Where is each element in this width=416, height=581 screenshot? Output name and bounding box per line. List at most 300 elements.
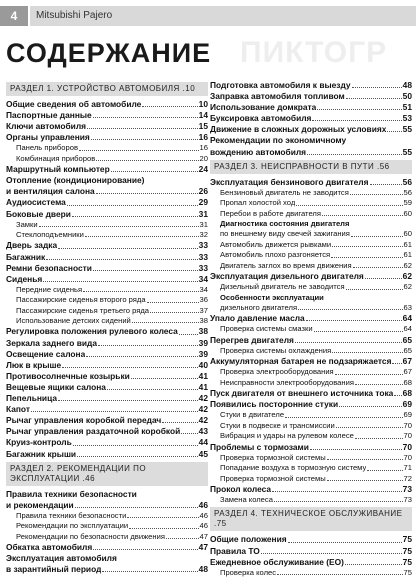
toc-subentry[interactable] bbox=[6, 532, 208, 542]
toc-entry-title: Зеркала заднего вида bbox=[6, 337, 98, 348]
section-heading-text: РАЗДЕЛ 3. НЕИСПРАВНОСТИ В ПУТИ .56 bbox=[214, 161, 390, 171]
toc-page-number: 62 bbox=[402, 271, 412, 281]
toc-page-number: 65 bbox=[402, 334, 412, 345]
toc-entry[interactable] bbox=[6, 426, 208, 437]
toc-entry[interactable] bbox=[6, 186, 208, 197]
dot-leader bbox=[285, 417, 403, 418]
toc-subentry[interactable] bbox=[210, 188, 412, 198]
toc-entry-title: Регулировка положения рулевого колеса bbox=[6, 326, 178, 337]
dot-leader bbox=[181, 433, 197, 434]
toc-entry-title: Паспортные данные bbox=[6, 110, 92, 121]
toc-entry[interactable] bbox=[6, 553, 208, 564]
toc-page-number: 62 bbox=[403, 282, 412, 292]
toc-entry[interactable] bbox=[210, 124, 412, 135]
book-title: Mitsubishi Pajero bbox=[30, 6, 416, 26]
toc-entry-title: Рекомендации по эксплуатации bbox=[16, 521, 129, 531]
toc-page-number: 39 bbox=[198, 348, 208, 359]
toc-entry-title: Проверка тормозной системы bbox=[220, 473, 326, 483]
toc-subentry[interactable] bbox=[6, 295, 208, 305]
toc-page-number: 69 bbox=[402, 399, 412, 410]
dot-leader bbox=[85, 236, 199, 237]
dot-leader bbox=[87, 128, 198, 129]
dot-leader bbox=[98, 345, 198, 346]
dot-leader bbox=[102, 571, 197, 572]
toc-entry[interactable] bbox=[6, 349, 208, 360]
toc-subentry[interactable] bbox=[6, 220, 208, 230]
dot-leader bbox=[83, 291, 198, 292]
toc-subentry[interactable] bbox=[210, 474, 412, 484]
toc-entry[interactable] bbox=[6, 489, 208, 500]
dot-leader bbox=[332, 246, 402, 247]
toc-entry-title: Появились посторонние стуки bbox=[210, 399, 339, 410]
toc-entry[interactable] bbox=[210, 80, 412, 91]
section-heading-text: РАЗДЕЛ 2. РЕКОМЕНДАЦИИ ПО ЭКСПЛУАТАЦИИ .46 bbox=[10, 463, 147, 483]
toc-entry[interactable] bbox=[6, 360, 208, 371]
dot-leader bbox=[327, 480, 403, 481]
toc-page-number: 61 bbox=[403, 250, 412, 260]
toc-entry-title: Особенности эксплуатации bbox=[220, 292, 324, 302]
dot-leader bbox=[72, 216, 198, 217]
toc-page-number: 33 bbox=[198, 240, 208, 251]
dot-leader bbox=[288, 542, 402, 543]
toc-entry-title: Бензиновый двигатель не заводится bbox=[220, 187, 349, 197]
toc-entry[interactable] bbox=[6, 252, 208, 263]
toc-entry-title: Пассажирские сиденья второго ряда bbox=[16, 295, 146, 305]
toc-page-number: 62 bbox=[403, 260, 412, 270]
dot-leader bbox=[93, 549, 197, 550]
dot-leader bbox=[46, 259, 198, 260]
toc-entry[interactable] bbox=[6, 371, 208, 382]
dot-leader bbox=[346, 98, 402, 99]
toc-entry[interactable] bbox=[6, 415, 208, 426]
toc-entry[interactable] bbox=[6, 338, 208, 349]
toc-page-number: 64 bbox=[402, 313, 412, 324]
toc-entry-title: Комбинация приборов bbox=[16, 153, 96, 163]
dot-leader bbox=[351, 236, 403, 237]
section-heading bbox=[6, 82, 208, 96]
toc-entry-title: Отопление (кондиционирование) bbox=[6, 175, 145, 186]
dot-leader bbox=[298, 309, 402, 310]
toc-page-number: 67 bbox=[402, 356, 412, 367]
toc-entry-title: Перегрев двигателя bbox=[210, 334, 294, 345]
dot-leader bbox=[310, 449, 402, 450]
toc-entry[interactable] bbox=[210, 113, 412, 124]
toc-entry[interactable] bbox=[210, 271, 412, 282]
toc-entry-title: Замена колеса bbox=[220, 495, 273, 505]
dot-leader bbox=[392, 363, 401, 364]
toc-entry-title: Правила техники безопасности bbox=[16, 510, 127, 520]
toc-entry[interactable] bbox=[6, 449, 208, 460]
toc-subentry[interactable] bbox=[210, 282, 412, 292]
toc-entry-title: Противосолнечные козырьки bbox=[6, 370, 130, 381]
toc-entry[interactable] bbox=[6, 164, 208, 175]
dot-leader bbox=[132, 322, 199, 323]
toc-page-number: 60 bbox=[403, 208, 412, 218]
toc-entry-title: Проверка системы смазки bbox=[220, 324, 313, 334]
toc-subentry[interactable] bbox=[210, 303, 412, 313]
toc-page-number: 75 bbox=[402, 534, 412, 545]
toc-page-number: 70 bbox=[403, 452, 412, 462]
dot-leader bbox=[111, 171, 198, 172]
toc-entry-title: Эксплуатация бензинового двигателя bbox=[210, 176, 369, 187]
toc-entry[interactable] bbox=[6, 263, 208, 274]
toc-subentry[interactable] bbox=[6, 511, 208, 521]
toc-page-number: 70 bbox=[403, 431, 412, 441]
toc-entry[interactable] bbox=[6, 110, 208, 121]
dot-leader bbox=[306, 320, 402, 321]
toc-entry[interactable] bbox=[210, 388, 412, 399]
toc-entry-title: Рекомендации по экономичному bbox=[210, 135, 347, 146]
toc-page-number: 42 bbox=[198, 404, 208, 415]
toc-subentry[interactable] bbox=[210, 431, 412, 441]
toc-page-number: 10 bbox=[198, 99, 208, 109]
toc-entry[interactable] bbox=[210, 102, 412, 113]
toc-subentry[interactable] bbox=[6, 521, 208, 531]
toc-subentry[interactable] bbox=[6, 154, 208, 164]
toc-entry-title: Рекомендации по безопасности движения bbox=[16, 531, 165, 541]
dot-leader bbox=[77, 456, 198, 457]
toc-page-number: 69 bbox=[403, 410, 412, 420]
dot-leader bbox=[58, 400, 198, 401]
toc-page-number: 42 bbox=[198, 393, 208, 404]
dot-leader bbox=[346, 289, 403, 290]
toc-subentry[interactable] bbox=[6, 306, 208, 316]
toc-page-number: 72 bbox=[403, 473, 412, 483]
toc-entry-title: Проверка тормозной системы bbox=[220, 452, 326, 462]
toc-entry-title: Панель приборов bbox=[16, 143, 78, 153]
toc-entry[interactable] bbox=[210, 534, 412, 545]
toc-entry-title: Проверка колес bbox=[220, 567, 277, 577]
dot-leader bbox=[150, 312, 199, 313]
section-heading bbox=[210, 507, 412, 531]
toc-column-right bbox=[210, 80, 412, 578]
dot-leader bbox=[93, 270, 198, 271]
toc-entry-title: Правила техники безопасности bbox=[6, 488, 137, 499]
dot-leader bbox=[179, 334, 198, 335]
toc-subentry[interactable] bbox=[210, 495, 412, 505]
toc-page-number: 46 bbox=[199, 521, 208, 531]
toc-entry[interactable] bbox=[6, 500, 208, 511]
toc-entry-title: Освещение салона bbox=[6, 348, 86, 359]
dot-leader bbox=[295, 342, 402, 343]
toc-entry-title: Стуки в двигателе bbox=[220, 410, 285, 420]
toc-page-number: 70 bbox=[402, 441, 412, 452]
toc-entry[interactable] bbox=[6, 274, 208, 285]
toc-page-number: 15 bbox=[198, 121, 208, 132]
toc-entry-title: Попадание воздуха в тормозную систему bbox=[220, 463, 367, 473]
toc-entry-title: Пепельница bbox=[6, 393, 57, 404]
toc-entry-title: Пассажирские сиденья третьего ряда bbox=[16, 305, 149, 315]
toc-page-number: 38 bbox=[198, 326, 208, 337]
toc-page-number: 31 bbox=[198, 208, 208, 219]
toc-page-number: 16 bbox=[198, 132, 208, 143]
dot-leader bbox=[387, 131, 401, 132]
toc-page-number: 31 bbox=[199, 219, 208, 229]
toc-entry-title: и вентиляция салона bbox=[6, 186, 95, 197]
toc-entry-title: Перебои в работе двигателя bbox=[220, 208, 321, 218]
toc-entry-title: Диагностика состояния двигателя bbox=[220, 218, 350, 228]
toc-entry-title: Аудиосистема bbox=[6, 197, 66, 208]
dot-leader bbox=[162, 422, 197, 423]
toc-page-number: 44 bbox=[198, 437, 208, 448]
dot-leader bbox=[62, 367, 198, 368]
toc-page-number: 29 bbox=[198, 197, 208, 208]
toc-page-number: 61 bbox=[403, 239, 412, 249]
toc-page-number: 63 bbox=[403, 302, 412, 312]
toc-subentry[interactable] bbox=[210, 198, 412, 208]
toc-entry-title: Багажник bbox=[6, 251, 46, 262]
toc-entry-title: Проверка системы охлаждения bbox=[220, 345, 332, 355]
toc-entry[interactable] bbox=[210, 135, 412, 146]
toc-entry-title: Ежедневное обслуживание (ЕО) bbox=[210, 556, 344, 567]
toc-page-number: 53 bbox=[402, 113, 412, 124]
dot-leader bbox=[307, 154, 402, 155]
toc-page-number: 42 bbox=[198, 415, 208, 426]
toc-page-number: 50 bbox=[402, 91, 412, 102]
page-number: 4 bbox=[0, 6, 28, 26]
toc-page-number: 14 bbox=[198, 110, 208, 121]
toc-entry-title: Автомобиль плохо разгоняется bbox=[220, 250, 331, 260]
toc-subentry[interactable] bbox=[210, 568, 412, 578]
toc-page-number: 46 bbox=[198, 499, 208, 510]
toc-subentry[interactable] bbox=[210, 378, 412, 388]
toc-subentry[interactable] bbox=[210, 209, 412, 219]
toc-entry-title: дизельного двигателя bbox=[220, 302, 298, 312]
toc-entry-title: Люк в крыше bbox=[6, 359, 62, 370]
toc-entry[interactable] bbox=[6, 240, 208, 251]
toc-page-number: 75 bbox=[402, 545, 412, 556]
toc-page-number: 75 bbox=[403, 567, 412, 577]
toc-subentry[interactable] bbox=[210, 293, 412, 303]
toc-entry[interactable] bbox=[210, 147, 412, 158]
toc-entry-title: Стуки в подвеске и трансмиссии bbox=[220, 420, 335, 430]
toc-entry[interactable] bbox=[6, 175, 208, 186]
toc-entry[interactable] bbox=[210, 335, 412, 346]
toc-subentry[interactable] bbox=[210, 453, 412, 463]
toc-entry-title: Стеклоподъемники bbox=[16, 230, 84, 240]
toc-entry-title: Движение в сложных дорожных условиях bbox=[210, 124, 387, 135]
toc-entry[interactable] bbox=[210, 91, 412, 102]
toc-entry-title: в зарантийный период bbox=[6, 564, 102, 575]
dot-leader bbox=[261, 553, 402, 554]
toc-subentry[interactable] bbox=[210, 367, 412, 377]
toc-subentry[interactable] bbox=[210, 421, 412, 431]
toc-page-number: 67 bbox=[403, 367, 412, 377]
dot-leader bbox=[317, 109, 401, 110]
toc-entry[interactable] bbox=[210, 356, 412, 367]
toc-page-number: 37 bbox=[199, 305, 208, 315]
toc-page-number: 65 bbox=[403, 345, 412, 355]
dot-leader bbox=[142, 106, 197, 107]
toc-entry-title: Аккумуляторная батарея не подзаряжается bbox=[210, 356, 392, 367]
dot-leader bbox=[43, 281, 197, 282]
dot-leader bbox=[147, 302, 199, 303]
toc-page-number: 47 bbox=[199, 531, 208, 541]
dot-leader bbox=[314, 331, 403, 332]
toc-entry[interactable] bbox=[6, 121, 208, 132]
toc-entry-title: Боковые двери bbox=[6, 208, 71, 219]
dot-leader bbox=[129, 528, 198, 529]
toc-page-number: 73 bbox=[403, 495, 412, 505]
dot-leader bbox=[350, 194, 403, 195]
toc-entry-title: Заправка автомобиля топливом bbox=[210, 91, 345, 102]
toc-page-number: 48 bbox=[198, 564, 208, 575]
dot-leader bbox=[353, 267, 403, 268]
dot-leader bbox=[73, 445, 198, 446]
toc-page-number: 64 bbox=[403, 324, 412, 334]
toc-column-left bbox=[6, 80, 208, 575]
toc-entry-title: Использование домкрата bbox=[210, 102, 317, 113]
toc-subentry[interactable] bbox=[6, 230, 208, 240]
dot-leader bbox=[296, 205, 402, 206]
toc-subentry[interactable] bbox=[210, 229, 412, 239]
toc-entry-title: Пропал холостой ход bbox=[220, 198, 296, 208]
toc-entry-title: по внешнему виду свечей зажигания bbox=[220, 229, 350, 239]
dot-leader bbox=[272, 491, 402, 492]
dot-leader bbox=[339, 406, 402, 407]
toc-entry-title: Органы управления bbox=[6, 132, 90, 143]
toc-entry-title: Общие сведения об автомобиле bbox=[6, 99, 142, 109]
toc-page-number: 45 bbox=[198, 448, 208, 459]
toc-page-number: 60 bbox=[403, 229, 412, 239]
toc-entry-title: Круиз-контроль bbox=[6, 437, 72, 448]
toc-page-number: 38 bbox=[199, 316, 208, 326]
toc-entry-title: Дизельный двигатель не заводится bbox=[220, 282, 345, 292]
toc-page-number: 20 bbox=[199, 153, 208, 163]
toc-subentry[interactable] bbox=[6, 316, 208, 326]
toc-entry-title: Неисправности электрооборудования bbox=[220, 377, 354, 387]
toc-entry[interactable] bbox=[6, 437, 208, 448]
toc-entry[interactable] bbox=[6, 542, 208, 553]
toc-page-number: 47 bbox=[198, 542, 208, 552]
toc-page-number: 55 bbox=[402, 146, 412, 157]
dot-leader bbox=[274, 501, 403, 502]
toc-entry[interactable] bbox=[210, 557, 412, 568]
toc-entry-title: Правила ТО bbox=[210, 545, 260, 556]
toc-page-number: 39 bbox=[198, 337, 208, 348]
dot-leader bbox=[327, 459, 403, 460]
toc-entry-title: Сиденья bbox=[6, 273, 43, 284]
dot-leader bbox=[394, 395, 401, 396]
toc-entry-title: Рычаг управления коробкой передач bbox=[6, 415, 162, 426]
dot-leader bbox=[67, 205, 198, 206]
toc-subentry[interactable] bbox=[210, 324, 412, 334]
toc-page-number: 56 bbox=[403, 187, 412, 197]
toc-subentry[interactable] bbox=[210, 463, 412, 473]
toc-entry-title: Использование детских сидений bbox=[16, 316, 131, 326]
toc-entry-title: Дверь задка bbox=[6, 240, 58, 251]
toc-entry[interactable] bbox=[6, 99, 208, 110]
toc-entry-title: Упало давление масла bbox=[210, 313, 305, 324]
toc-entry[interactable] bbox=[210, 546, 412, 557]
toc-entry-title: Проверка электрооборудования bbox=[220, 367, 334, 377]
dot-leader bbox=[322, 215, 403, 216]
section-heading bbox=[6, 462, 208, 486]
toc-entry[interactable] bbox=[6, 132, 208, 143]
dot-leader bbox=[86, 356, 197, 357]
toc-entry-title: Ремни безопасности bbox=[6, 262, 92, 273]
toc-page-number: 68 bbox=[403, 377, 412, 387]
toc-subentry[interactable] bbox=[6, 285, 208, 295]
dot-leader bbox=[365, 278, 402, 279]
section-heading-text: РАЗДЕЛ 1. УСТРОЙСТВО АВТОМОБИЛЯ .10 bbox=[10, 84, 196, 93]
dot-leader bbox=[58, 248, 198, 249]
toc-entry-title: Вещевые ящики салона bbox=[6, 381, 106, 392]
toc-page-number: 48 bbox=[402, 80, 412, 90]
dot-leader bbox=[331, 257, 402, 258]
dot-leader bbox=[96, 193, 198, 194]
toc-entry-title: Эксплуатация дизельного двигателя bbox=[210, 271, 364, 281]
toc-page-number: 26 bbox=[198, 186, 208, 197]
toc-subentry[interactable] bbox=[210, 346, 412, 356]
section-heading bbox=[210, 160, 412, 174]
toc-entry[interactable] bbox=[6, 404, 208, 415]
toc-page-number: 73 bbox=[402, 483, 412, 494]
dot-leader bbox=[352, 87, 402, 88]
dot-leader bbox=[367, 470, 402, 471]
toc-page-number: 40 bbox=[198, 359, 208, 370]
toc-entry[interactable] bbox=[6, 197, 208, 208]
toc-page-number: 33 bbox=[198, 251, 208, 262]
toc-page-number: 51 bbox=[402, 102, 412, 113]
toc-entry-title: Ключи автомобиля bbox=[6, 121, 87, 132]
toc-subentry[interactable] bbox=[210, 250, 412, 260]
toc-entry[interactable] bbox=[6, 564, 208, 575]
toc-entry[interactable] bbox=[210, 177, 412, 188]
toc-subentry[interactable] bbox=[210, 219, 412, 229]
dot-leader bbox=[370, 184, 402, 185]
toc-entry[interactable] bbox=[6, 382, 208, 393]
toc-subentry[interactable] bbox=[210, 261, 412, 271]
toc-page-number: 16 bbox=[199, 143, 208, 153]
dot-leader bbox=[312, 120, 401, 121]
toc-entry-title: Проблемы с тормозами bbox=[210, 441, 309, 452]
toc-page-number: 55 bbox=[402, 124, 412, 135]
toc-entry-title: вождению автомобиля bbox=[210, 146, 307, 157]
dot-leader bbox=[277, 574, 403, 575]
toc-entry[interactable] bbox=[6, 326, 208, 337]
toc-entry-title: Пуск двигателя от внешнего источника тока bbox=[210, 388, 394, 399]
toc-entry-title: Буксировка автомобиля bbox=[210, 113, 312, 124]
toc-page-number: 32 bbox=[199, 230, 208, 240]
toc-entry-title: Капот bbox=[6, 404, 30, 415]
dot-leader bbox=[336, 427, 403, 428]
dot-leader bbox=[93, 117, 198, 118]
toc-entry[interactable] bbox=[210, 313, 412, 324]
toc-entry[interactable] bbox=[6, 209, 208, 220]
dot-leader bbox=[355, 384, 403, 385]
dot-leader bbox=[91, 139, 198, 140]
toc-subentry[interactable] bbox=[6, 143, 208, 153]
toc-entry-title: Прокол колеса bbox=[210, 483, 272, 494]
toc-entry[interactable] bbox=[6, 393, 208, 404]
toc-subentry[interactable] bbox=[210, 240, 412, 250]
section-heading-text: РАЗДЕЛ 4. ТЕХНИЧЕСКОЕ ОБСЛУЖИВАНИЕ .75 bbox=[214, 509, 403, 529]
toc-entry-title: Эксплуатация автомобиля bbox=[6, 553, 117, 564]
dot-leader bbox=[75, 507, 198, 508]
toc-entry-title: и рекомендации bbox=[6, 499, 74, 510]
toc-entry-title: Рычаг управления раздаточной коробкой bbox=[6, 426, 181, 437]
toc-entry-title: Багажник крыши bbox=[6, 448, 77, 459]
toc-subentry[interactable] bbox=[210, 410, 412, 420]
toc-entry[interactable] bbox=[210, 399, 412, 410]
toc-entry[interactable] bbox=[210, 442, 412, 453]
toc-entry-title: Замки bbox=[16, 219, 38, 229]
page-header bbox=[0, 6, 416, 26]
toc-entry-title: Подготовка автомобиля к выезду bbox=[210, 80, 351, 90]
dot-leader bbox=[166, 538, 199, 539]
toc-entry[interactable] bbox=[210, 484, 412, 495]
